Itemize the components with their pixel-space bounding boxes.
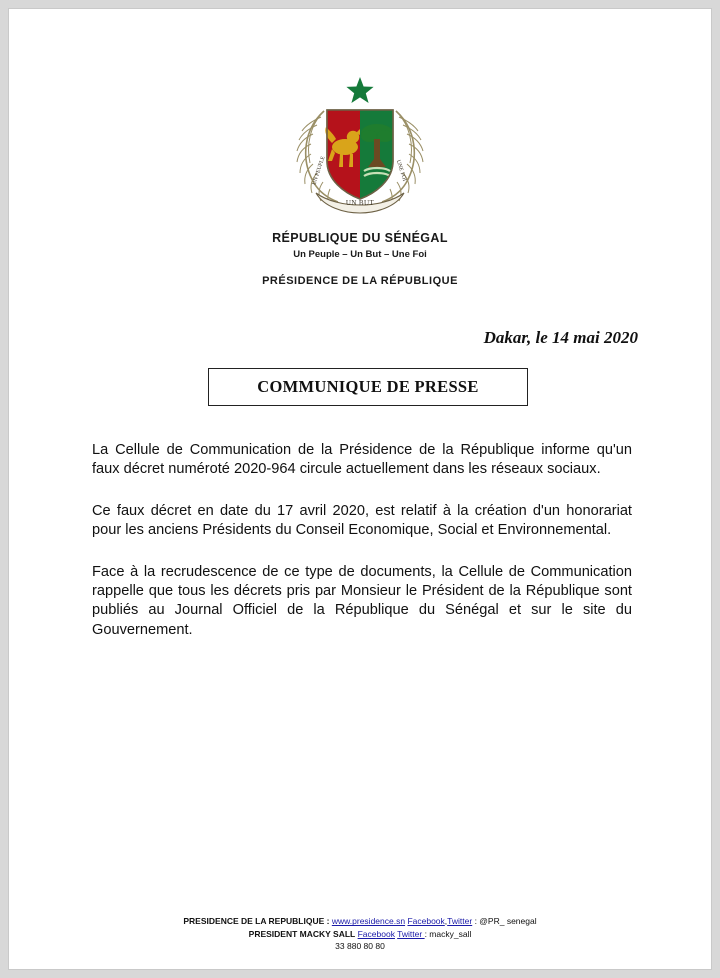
footer-separator: ,: [444, 916, 448, 927]
paragraph: Ce faux décret en date du 17 avril 2020, est relatif à la création d'un honorariat pour les anciens Présidents du Conseil Economique, Social et Environnemental.: [92, 502, 632, 539]
footer-phone: 33 880 80 80: [335, 941, 385, 951]
footer-website-link[interactable]: www.presidence.sn: [331, 916, 406, 927]
document-footer: [9, 915, 711, 951]
footer-facebook-link[interactable]: Facebook: [407, 916, 445, 927]
footer-twitter-link[interactable]: Twitter: [447, 916, 473, 927]
date-line: Dakar, le 14 mai 2020: [483, 328, 638, 347]
institution-name: PRÉSIDENCE DE LA RÉPUBLIQUE: [262, 275, 458, 287]
svg-text:UN PEUPLE: UN PEUPLE: [311, 155, 327, 186]
document-body: [92, 441, 632, 640]
document-page: [8, 8, 712, 970]
republic-title: RÉPUBLIQUE DU SÉNÉGAL: [272, 231, 448, 245]
footer-presidency-handle: : @PR_ senegal: [474, 916, 537, 927]
footer-line-president: [9, 928, 711, 940]
footer-presidency-label: PRESIDENCE DE LA REPUBLIQUE :: [183, 916, 330, 927]
page-title: COMMUNIQUE DE PRESSE: [257, 377, 479, 396]
national-motto: Un Peuple – Un But – Une Foi: [293, 249, 427, 260]
footer-president-handle: : macky_sall: [424, 928, 472, 939]
footer-president-facebook-link[interactable]: Facebook: [357, 928, 395, 939]
document-header: [9, 231, 711, 287]
coat-of-arms-senegal-icon: [9, 75, 711, 215]
document-title-box: [208, 368, 528, 406]
footer-president-label: PRESIDENT MACKY SALL: [248, 928, 356, 939]
paragraph: Face à la recrudescence de ce type de documents, la Cellule de Communication rappelle que tous les décrets pris par Monsieur le Président de la République sont publiés au Journal Officiel de la République du Sénégal et sur le site du Gouvernement.: [92, 563, 632, 638]
svg-text:UNE FOI: UNE FOI: [394, 159, 408, 183]
footer-president-twitter-link[interactable]: Twitter: [397, 928, 425, 939]
footer-line-presidency: [9, 915, 711, 927]
paragraph: La Cellule de Communication de la Présidence de la République informe qu'un faux décret numéroté 2020-964 circule actuellement dans les réseaux sociaux.: [92, 442, 632, 478]
svg-text:UN BUT: UN BUT: [345, 199, 375, 207]
